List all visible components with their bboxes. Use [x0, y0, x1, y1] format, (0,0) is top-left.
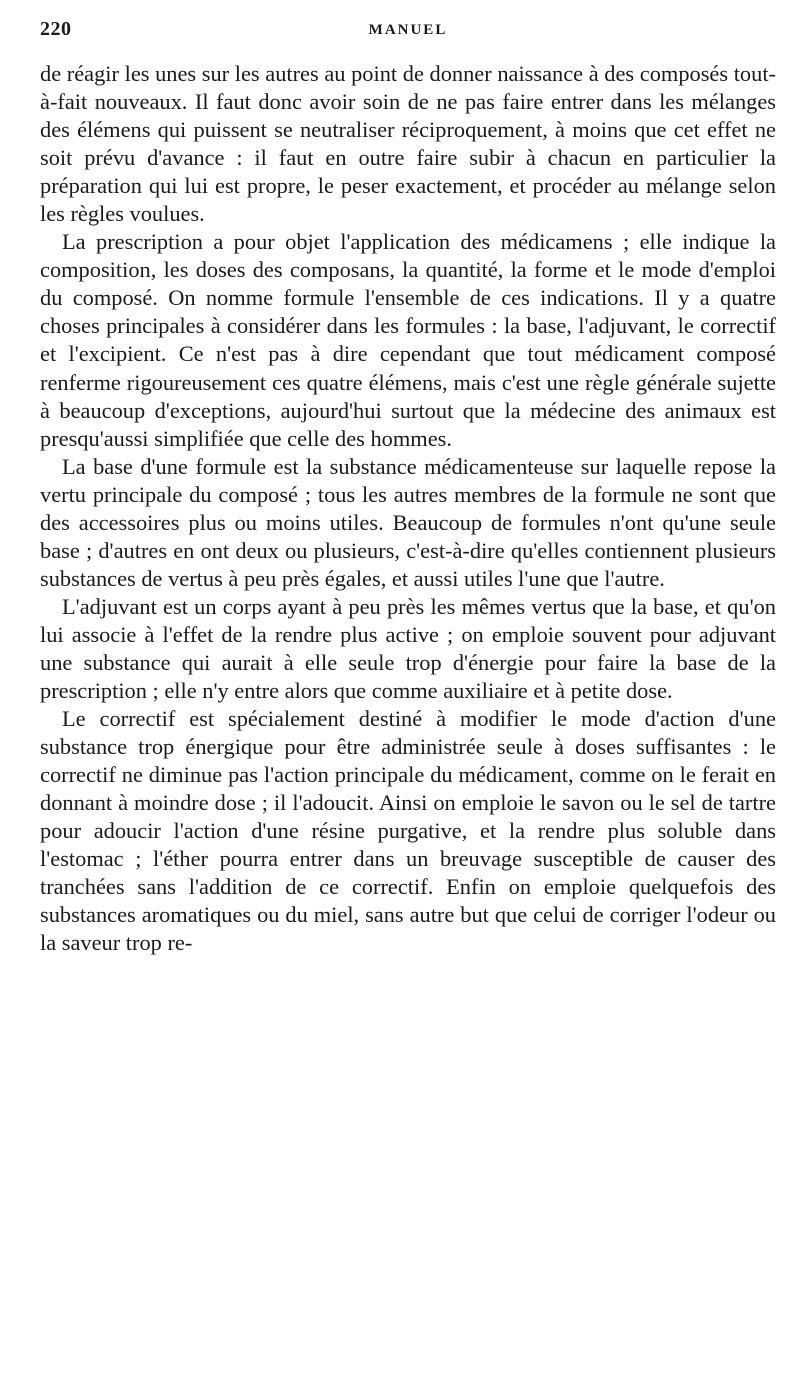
paragraph-prescription: La prescription a pour objet l'application des médicamens ; elle indique la composition, les doses des composans, la quantité, la forme et le mode d'emploi du composé. On nomme formule l'ensemble de ces indications. Il y a quatre choses principales à considérer dans les formules : la base, l'adjuvant, le correctif et l'excipient. Ce n'est pas à dire cependant que tout médicament composé renferme rigoureusement ces quatre élémens, mais c'est une règle générale sujette à beaucoup d'exceptions, aujourd'hui surtout que la médecine des animaux est presqu'aussi simplifiée que celle des hommes.: [40, 229, 776, 451]
page-number: 220: [40, 18, 72, 40]
page-header: [40, 18, 776, 52]
running-title: MANUEL: [368, 22, 448, 38]
paragraph-base: La base d'une formule est la substance médicamenteuse sur laquelle repose la vertu principale du composé ; tous les autres membres de la formule ne sont que des accessoires plus ou moins utiles. Beaucoup de formules n'ont qu'une seule base ; d'autres en ont deux ou plusieurs, c'est-à-dire qu'elles contiennent plusieurs substances de vertus à peu près égales, et aussi utiles l'une que l'autre.: [40, 453, 776, 591]
book-page: [40, 18, 776, 1388]
paragraph-adjuvant: L'adjuvant est un corps ayant à peu près les mêmes vertus que la base, et qu'on lui associe à l'effet de la rendre plus active ; on emploie souvent pour adjuvant une substance qui aurait à elle seule trop d'énergie pour faire la base de la prescription ; elle n'y entre alors que comme auxiliaire et à petite dose.: [40, 593, 776, 704]
paragraph-continuation: de réagir les unes sur les autres au point de donner naissance à des composés tout-à-fait nouveaux. Il faut donc avoir soin de ne pas faire entrer dans les mélanges des élémens qui puissent se neutraliser réciproquement, à moins que cet effet ne soit prévu d'avance : il faut en outre faire subir à chacun en particulier la préparation qui lui est propre, le peser exactement, et procéder au mélange selon les règles voulues.: [40, 61, 776, 227]
body-text: [40, 60, 776, 958]
paragraph-correctif: Le correctif est spécialement destiné à modifier le mode d'action d'une substance trop énergique pour être administrée seule à doses suffisantes : le correctif ne diminue pas l'action principale du médicament, comme on le ferait en donnant à moindre dose ; il l'adoucit. Ainsi on emploie le savon ou le sel de tartre pour adoucir l'action d'une résine purgative, et la rendre plus soluble dans l'estomac ; l'éther pourra entrer dans un breuvage susceptible de causer des tranchées sans l'addition de ce correctif. Enfin on emploie quelquefois des substances aromatiques ou du miel, sans autre but que celui de corriger l'odeur ou la saveur trop re-: [40, 706, 776, 956]
